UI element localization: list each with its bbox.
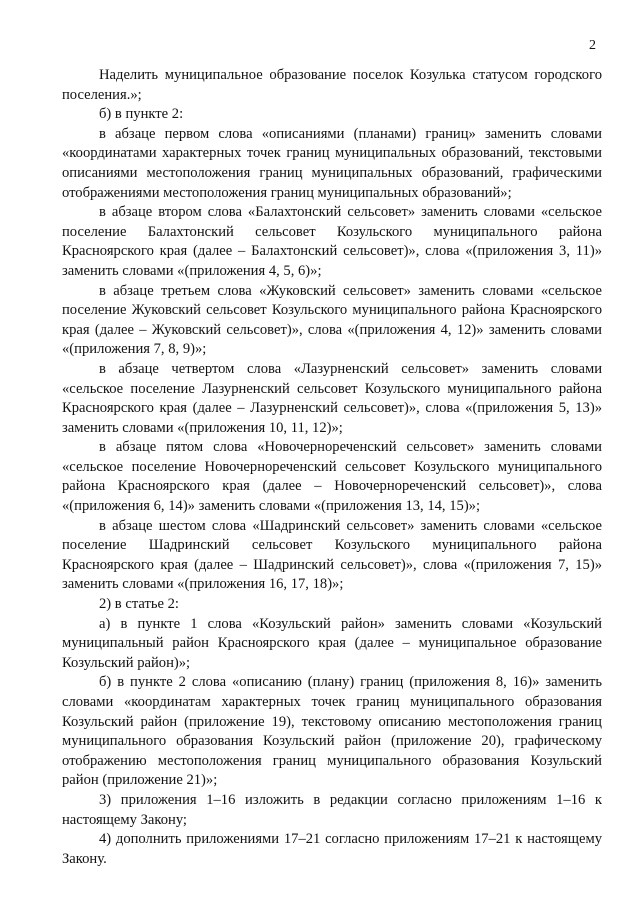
document-body xyxy=(62,66,602,869)
paragraph: 3) приложения 1–16 изложить в редакции согласно приложениям 1–16 к настоящему Закону; xyxy=(62,791,602,828)
paragraph: в абзаце шестом слова «Шадринский сельсовет» заменить словами «сельское поселение Шадринский сельсовет Козульского муниципального района Красноярского края (далее – Шадринский сельсовет)», слова «(приложения 7, 15)» заменить словами «(приложения 16, 17, 18)»; xyxy=(62,517,602,593)
paragraph: в абзаце пятом слова «Новочернореченский сельсовет» заменить словами «сельское поселение Новочернореченский сельсовет Козульского муниципального района Красноярского края (далее – Новочернореченский сельсовет)», слова «(приложения 6, 14)» заменить словами «(приложения 13, 14, 15)»; xyxy=(62,439,602,515)
paragraph: в абзаце первом слова «описаниями (планами) границ» заменить словами «координатами характерных точек границ муниципальных образований, текстовыми описаниями местоположения границ муниципальных образований, графическими отображениями местоположения границ муниципальных образований»; xyxy=(62,125,602,201)
paragraph: а) в пункте 1 слова «Козульский район» заменить словами «Козульский муниципальный район Красноярского края (далее – муниципальное образование Козульский район)»; xyxy=(62,615,602,671)
paragraph: б) в пункте 2: xyxy=(99,106,184,123)
paragraph: 2) в статье 2: xyxy=(99,596,179,613)
paragraph: в абзаце четвертом слова «Лазурненский сельсовет» заменить словами «сельское поселение Лазурненский сельсовет Козульского муниципального района Красноярского края (далее – Лазурненский сельсовет)», слова «(приложения 5, 13)» заменить словами «(приложения 10, 11, 12)»; xyxy=(62,360,602,436)
paragraph: 4) дополнить приложениями 17–21 согласно приложениям 17–21 к настоящему Закону. xyxy=(62,831,602,867)
paragraph: в абзаце третьем слова «Жуковский сельсовет» заменить словами «сельское поселение Жуковский сельсовет Козульского муниципального района Красноярского края (далее – Жуковский сельсовет)», слова «(приложения 4, 12)» заменить словами «(приложения 7, 8, 9)»; xyxy=(62,282,602,358)
page-number: 2 xyxy=(589,38,596,53)
paragraph: в абзаце втором слова «Балахтонский сельсовет» заменить словами «сельское поселение Балахтонский сельсовет Козульского муниципального района Красноярского края (далее – Балахтонский сельсовет)», слова «(приложения 3, 11)» заменить словами «(приложения 4, 5, 6)»; xyxy=(62,204,602,279)
paragraph: б) в пункте 2 слова «описанию (плану) границ (приложения 8, 16)» заменить словами «координатам характерных точек границ муниципального образования Козульский район (приложение 19), текстовому описанию местоположения границ муниципального образования Козульский район (приложение 20), графическому отображению местоположения границ муниципального образования Козульский район (приложение 21)»; xyxy=(62,674,602,789)
paragraph: Наделить муниципальное образование поселок Козулька статусом городского поселения.»; xyxy=(62,67,602,103)
